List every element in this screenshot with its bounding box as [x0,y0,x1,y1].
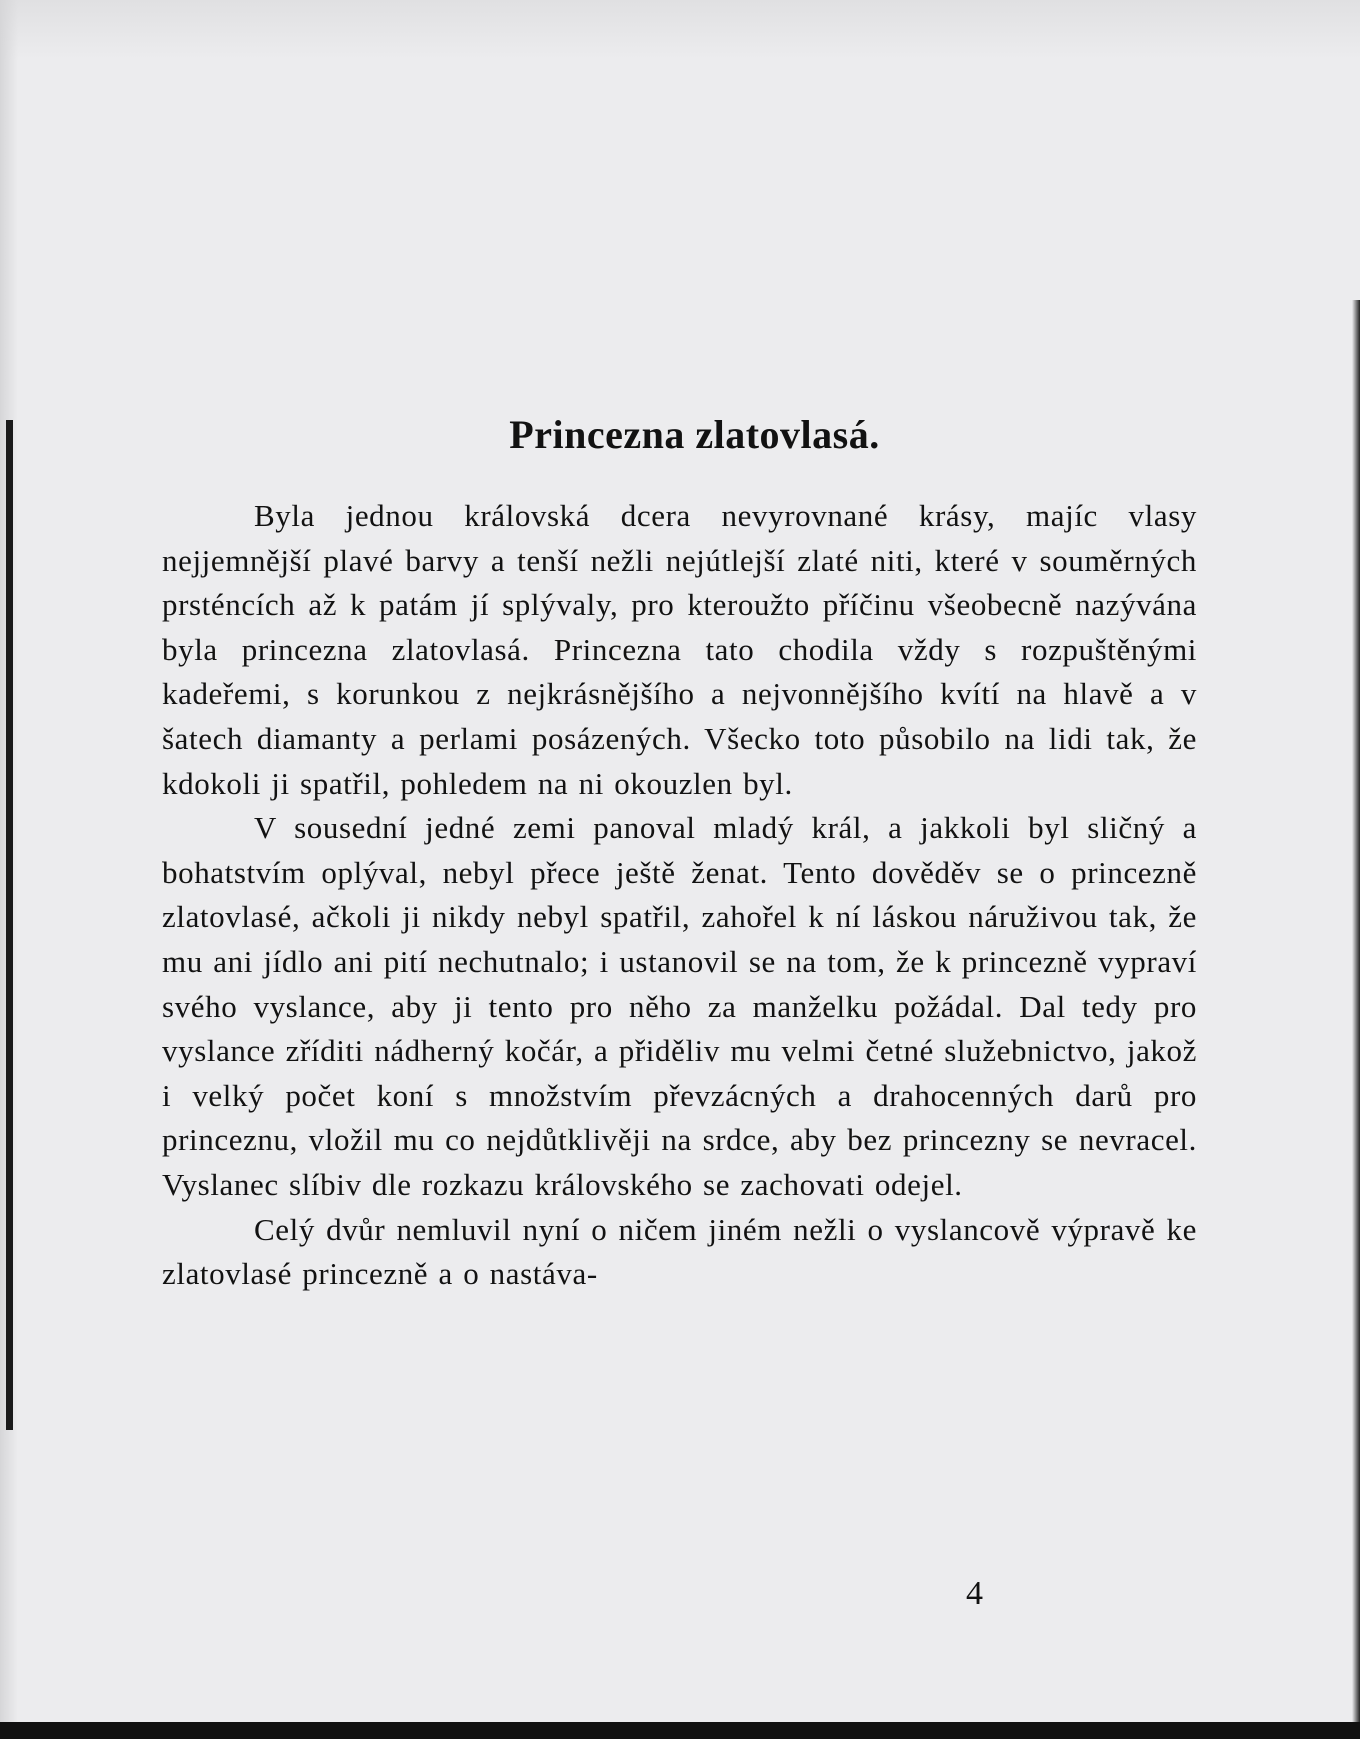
scan-shadow-top [0,0,1360,60]
chapter-title: Princezna zlatovlasá. [509,412,880,457]
chapter-text [162,410,1197,1297]
scan-binding-edge [6,420,13,1430]
scan-shadow-right [1352,300,1360,1739]
paragraph: V sousední jedné zemi panoval mladý král, a jakkoli byl sličný a bohatstvím oplýval, nebyl přece ještě ženat. Tento dověděv se o princezně zlatovlasé, ačkoli ji nikdy nebyl spatřil, zahořel k ní láskou náruživou tak, že mu ani jídlo ani pití nechutnalo; i ustanovil se na tom, že k princezně vypraví svého vyslance, aby ji tento pro něho za manželku požádal. Dal tedy pro vyslance zříditi nádherný kočár, a přiděliv mu velmi četné služebnictvo, jakož i velký počet koní s množstvím převzácných a drahocenných darů pro princeznu, vložil mu co nejdůtklivěji na srdce, aby bez princezny se nevracel. Vyslanec slíbiv dle rozkazu královského se zachovati odejel. [162,810,1197,1202]
paragraph: Byla jednou královská dcera nevyrovnané krásy, majíc vlasy nejjemnější plavé barvy a tenší nežli nejútlejší zlaté niti, které v souměrných prsténcích až k patám jí splývaly, pro kteroužto příčinu všeobecně nazývána byla princezna zlatovlasá. Princezna tato chodila vždy s rozpuštěnými kadeřemi, s korunkou z nejkrásnějšího a nejvonnějšího kvítí na hlavě a v šatech diamanty a perlami posázených. Všecko toto působilo na lidi tak, že kdokoli ji spatřil, pohledem na ni okouzlen byl. [162,498,1197,801]
paragraph: Celý dvůr nemluvil nyní o ničem jiném nežli o vyslancově výpravě ke zlatovlasé princezně a o nastáva- [162,1211,1197,1292]
page-number: 4 [966,1575,983,1612]
scan-border-bottom [0,1722,1360,1739]
